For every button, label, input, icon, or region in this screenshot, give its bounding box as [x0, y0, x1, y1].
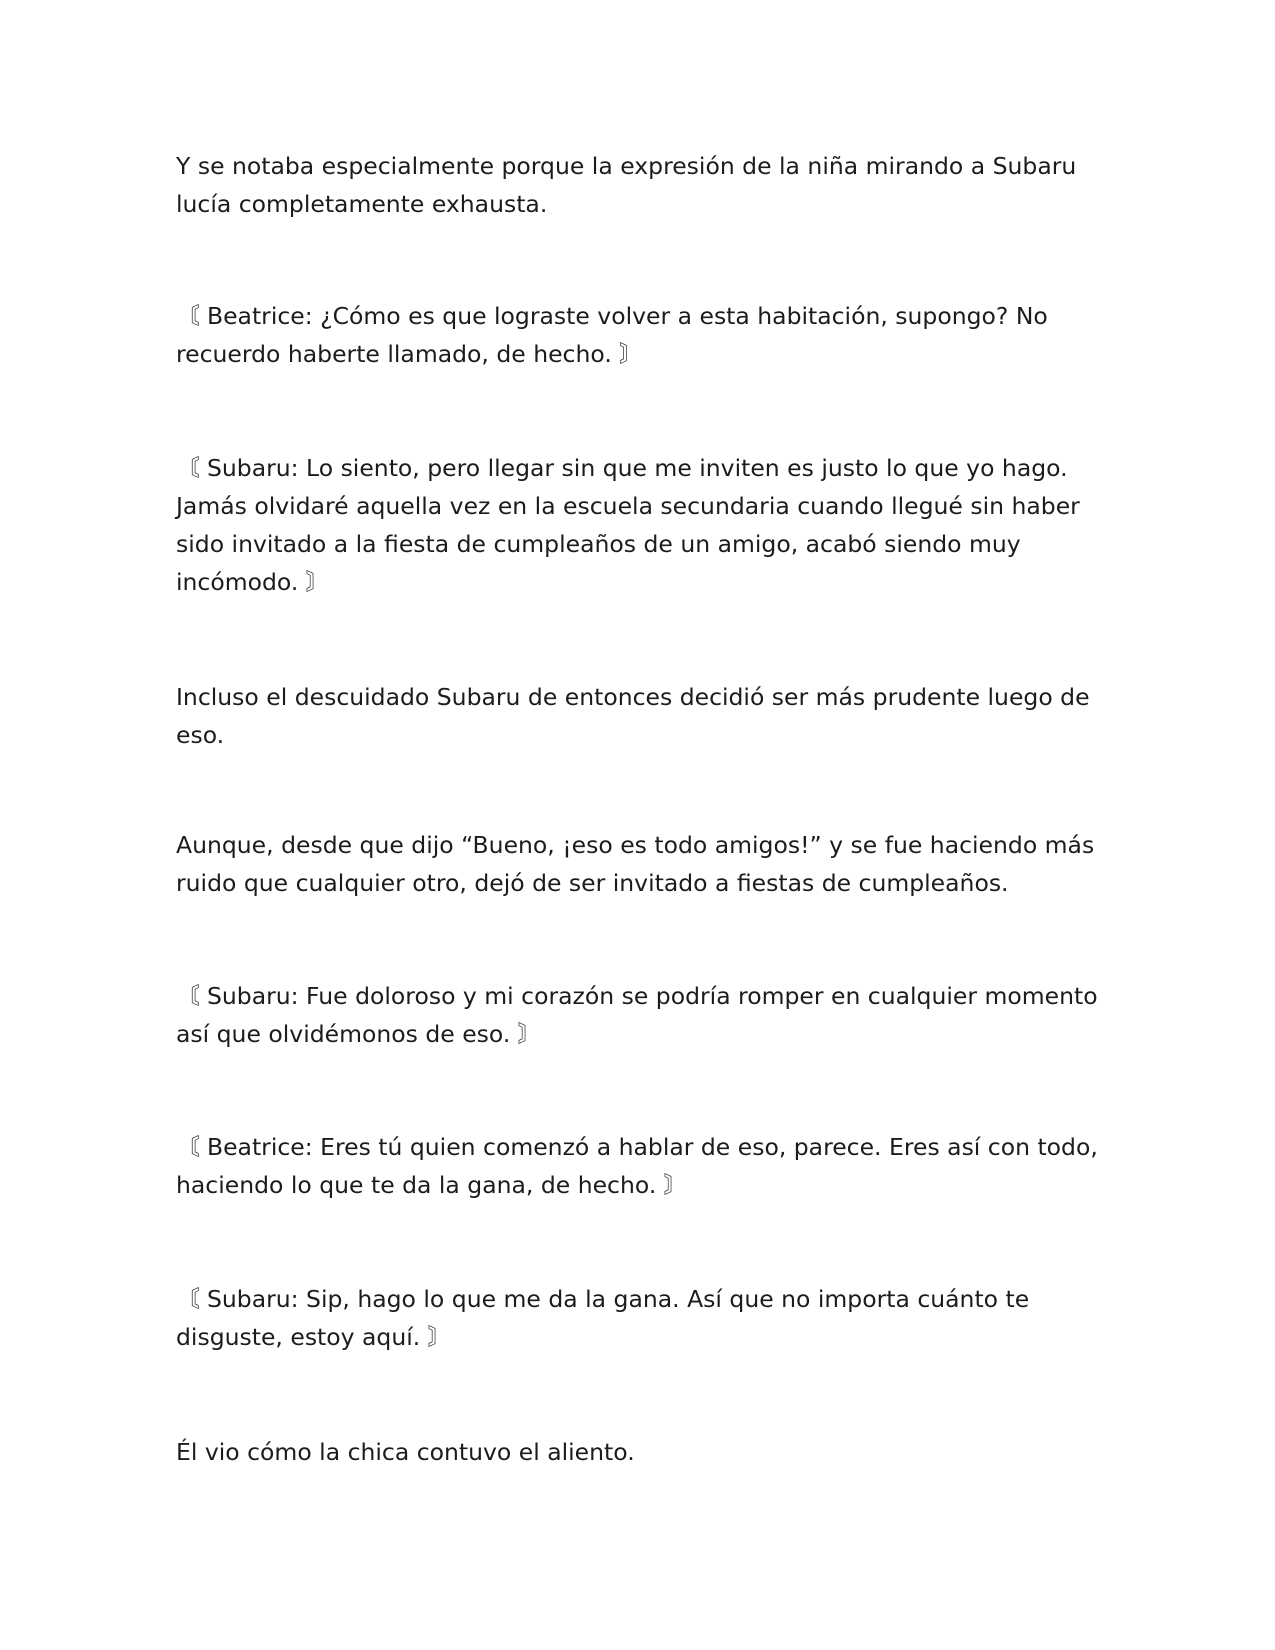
- narration-paragraph: Aunque, desde que dijo “Bueno, ¡eso es todo amigos!” y se fue haciendo más ruido que cualquier otro, dejó de ser invitado a fiestas de cumpleaños.: [176, 831, 1095, 897]
- dialogue-subaru: 〘 Subaru: Sip, hago lo que me da la gana. Así que no importa cuánto te disguste, estoy aquí. 〙: [176, 1285, 1030, 1351]
- narration-paragraph: Incluso el descuidado Subaru de entonces decidió ser más prudente luego de eso.: [176, 683, 1090, 749]
- dialogue-beatrice: 〘 Beatrice: ¿Cómo es que lograste volver a esta habitación, supongo? No recuerdo haberte llamado, de hecho. 〙: [176, 302, 1048, 368]
- narration-paragraph: Él vio cómo la chica contuvo el aliento.: [176, 1438, 635, 1466]
- dialogue-subaru: 〘 Subaru: Lo siento, pero llegar sin que me inviten es justo lo que yo hago. Jamás olvidaré aquella vez en la escuela secundaria cuando llegué sin haber sido invitado a la fiesta de cumpleaños de un amigo, acabó siendo muy incómodo. 〙: [176, 454, 1080, 596]
- narration-paragraph: Y se notaba especialmente porque la expresión de la niña mirando a Subaru lucía completamente exhausta.: [176, 152, 1077, 218]
- dialogue-beatrice: 〘 Beatrice: Eres tú quien comenzó a hablar de eso, parece. Eres así con todo, haciendo lo que te da la gana, de hecho. 〙: [176, 1133, 1098, 1199]
- dialogue-subaru: 〘 Subaru: Fue doloroso y mi corazón se podría romper en cualquier momento así que olvidémonos de eso. 〙: [176, 982, 1098, 1048]
